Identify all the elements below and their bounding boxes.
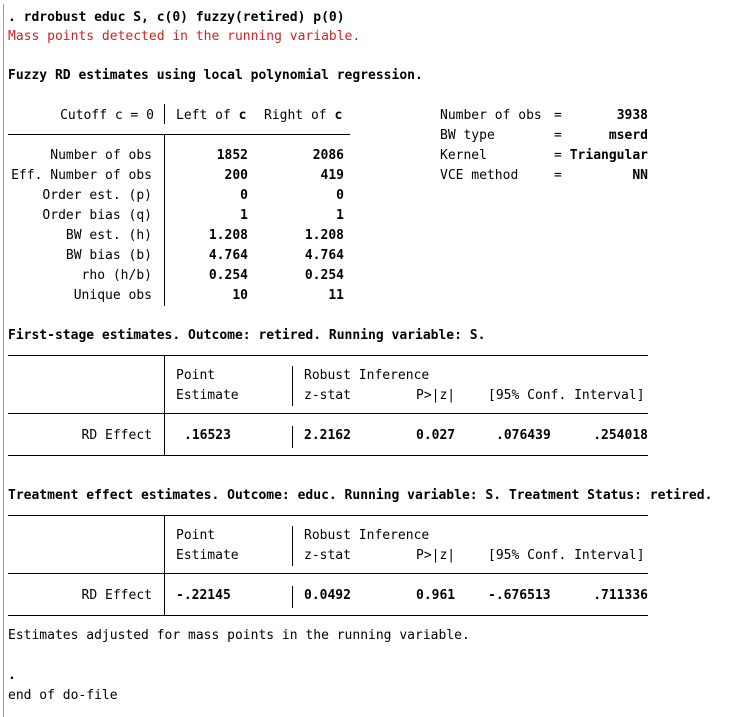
command-line: . rdrobust educ S, c(0) fuzzy(retired) p(0) bbox=[8, 10, 345, 25]
right-value: 11 bbox=[328, 288, 344, 303]
table-rule bbox=[8, 413, 648, 414]
table-divider bbox=[292, 426, 293, 448]
header-z-stat: z-stat bbox=[304, 548, 351, 563]
row-label: rho (h/b) bbox=[81, 268, 152, 283]
row-label-rd-effect: RD Effect bbox=[81, 588, 152, 603]
table-rule bbox=[8, 515, 648, 516]
left-value: 200 bbox=[224, 168, 248, 183]
header-conf-interval: [95% Conf. Interval] bbox=[488, 388, 645, 403]
right-value: 4.764 bbox=[304, 248, 344, 263]
info-label: Number of obs bbox=[440, 108, 542, 123]
table-divider bbox=[164, 134, 165, 306]
info-equals: = bbox=[554, 168, 562, 183]
row-label: Order est. (p) bbox=[42, 188, 152, 203]
right-value: 1 bbox=[336, 208, 344, 223]
header-robust-inference: Robust Inference bbox=[304, 368, 430, 383]
header-left-of-c: Left of c bbox=[176, 108, 247, 123]
table-divider bbox=[292, 366, 293, 406]
info-value: mserd bbox=[608, 128, 648, 143]
warning-message: Mass points detected in the running variable. bbox=[8, 29, 361, 44]
header-point: Point bbox=[176, 368, 216, 383]
left-value: 10 bbox=[232, 288, 248, 303]
row-label: Eff. Number of obs bbox=[11, 168, 152, 183]
ci-upper: .254018 bbox=[593, 428, 648, 443]
point-estimate: -.22145 bbox=[176, 588, 231, 603]
info-value: 3938 bbox=[616, 108, 648, 123]
first-stage-title: First-stage estimates. Outcome: retired. Running variable: S. bbox=[8, 328, 486, 343]
header-p-value: P>|z| bbox=[416, 388, 456, 403]
info-equals: = bbox=[554, 148, 562, 163]
left-value: 1 bbox=[240, 208, 248, 223]
left-value: 0 bbox=[240, 188, 248, 203]
info-equals: = bbox=[554, 128, 562, 143]
table-rule bbox=[8, 573, 648, 574]
header-estimate: Estimate bbox=[176, 388, 239, 403]
right-value: 419 bbox=[320, 168, 344, 183]
z-stat-value: 0.0492 bbox=[304, 588, 351, 603]
table-divider bbox=[164, 573, 165, 615]
info-label: BW type bbox=[440, 128, 495, 143]
right-value: 0 bbox=[336, 188, 344, 203]
row-label: BW bias (b) bbox=[65, 248, 152, 263]
table-rule bbox=[8, 615, 648, 616]
ci-lower: .076439 bbox=[496, 428, 551, 443]
row-label-rd-effect: RD Effect bbox=[81, 428, 152, 443]
right-value: 0.254 bbox=[304, 268, 344, 283]
info-value: Triangular bbox=[569, 148, 648, 163]
header-z-stat: z-stat bbox=[304, 388, 351, 403]
table-rule bbox=[8, 455, 648, 456]
footnote: Estimates adjusted for mass points in the running variable. bbox=[8, 628, 470, 643]
left-value: 1.208 bbox=[208, 228, 248, 243]
header-point: Point bbox=[176, 528, 216, 543]
table-divider bbox=[164, 104, 165, 124]
left-value: 4.764 bbox=[208, 248, 248, 263]
right-value: 1.208 bbox=[304, 228, 344, 243]
treatment-title: Treatment effect estimates. Outcome: educ. Running variable: S. Treatment Status: retired. bbox=[8, 488, 713, 503]
left-value: 0.254 bbox=[208, 268, 248, 283]
results-left-border bbox=[3, 4, 4, 717]
row-label: BW est. (h) bbox=[65, 228, 152, 243]
results-title: Fuzzy RD estimates using local polynomial regression. bbox=[8, 68, 423, 83]
row-label: Number of obs bbox=[50, 148, 152, 163]
row-label: Order bias (q) bbox=[42, 208, 152, 223]
header-right-of-c: Right of c bbox=[264, 108, 343, 123]
header-estimate: Estimate bbox=[176, 548, 239, 563]
header-p-value: P>|z| bbox=[416, 548, 456, 563]
info-value: NN bbox=[632, 168, 648, 183]
left-value: 1852 bbox=[216, 148, 248, 163]
info-equals: = bbox=[554, 108, 562, 123]
point-estimate: .16523 bbox=[184, 428, 231, 443]
p-value: 0.961 bbox=[416, 588, 456, 603]
header-conf-interval: [95% Conf. Interval] bbox=[488, 548, 645, 563]
z-stat-value: 2.2162 bbox=[304, 428, 351, 443]
table-divider bbox=[292, 586, 293, 608]
right-value: 2086 bbox=[312, 148, 344, 163]
table-rule bbox=[8, 355, 648, 356]
end-of-do-file: end of do-file bbox=[8, 688, 118, 703]
header-cutoff: Cutoff c = 0 bbox=[60, 108, 154, 123]
table-divider bbox=[164, 413, 165, 455]
ci-upper: .711336 bbox=[593, 588, 648, 603]
info-label: Kernel bbox=[440, 148, 487, 163]
table-divider bbox=[164, 515, 165, 573]
header-robust-inference: Robust Inference bbox=[304, 528, 430, 543]
p-value: 0.027 bbox=[416, 428, 456, 443]
row-label: Unique obs bbox=[73, 288, 152, 303]
ci-lower: -.676513 bbox=[488, 588, 551, 603]
table-divider bbox=[292, 526, 293, 566]
table-divider bbox=[164, 355, 165, 413]
prompt-dot: . bbox=[8, 668, 16, 683]
table-rule bbox=[8, 134, 350, 135]
info-label: VCE method bbox=[440, 168, 519, 183]
